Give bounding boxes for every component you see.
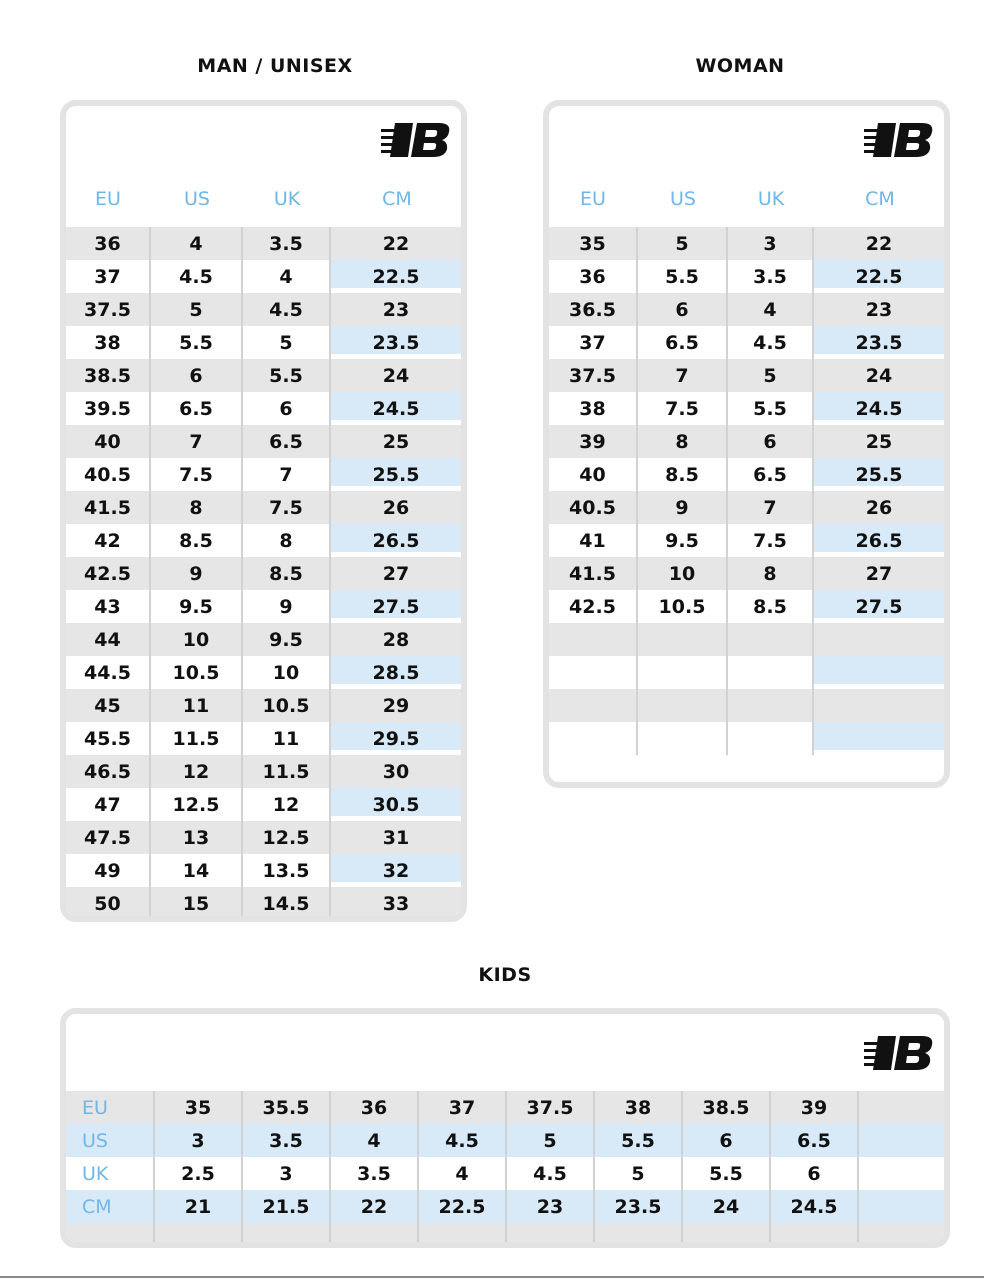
eu-size-cell: 39 [549,425,637,458]
cm-size-cell: 28 [330,623,461,656]
eu-size-cell: 43 [66,590,150,623]
uk-size-cell: 7 [727,491,813,524]
kids-size-cell: 21.5 [242,1190,330,1223]
table-row [549,590,944,623]
cm-size-cell: 30.5 [330,788,461,821]
us-size-cell: 10.5 [637,590,727,623]
kids-size-cell [858,1091,944,1124]
kids-size-cell: 5 [594,1157,682,1190]
eu-size-cell: 38 [549,392,637,425]
man-header-cm: CM [382,188,412,210]
uk-size-cell: 11.5 [242,755,330,788]
new-balance-logo-icon [864,121,936,159]
kids-title: KIDS [478,964,532,986]
kids-size-cell: 23 [506,1190,594,1223]
table-row [549,359,944,392]
table-row [66,260,461,293]
kids-size-cell: 3 [242,1157,330,1190]
cm-size-cell: 25 [330,425,461,458]
uk-size-cell [727,689,813,722]
us-size-cell: 5.5 [150,326,242,359]
uk-size-cell: 8.5 [242,557,330,590]
cm-size-cell: 22.5 [813,260,944,293]
cm-size-cell: 22 [813,227,944,260]
us-size-cell: 10 [637,557,727,590]
uk-size-cell: 5.5 [242,359,330,392]
kids-row-label [66,1223,154,1247]
uk-size-cell: 6 [242,392,330,425]
kids-size-cell: 4.5 [418,1124,506,1157]
us-size-cell: 8.5 [637,458,727,491]
cm-size-cell: 29 [330,689,461,722]
eu-size-cell: 40 [66,425,150,458]
uk-size-cell: 14.5 [242,887,330,920]
cm-size-cell: 25 [813,425,944,458]
eu-size-cell [549,656,637,689]
new-balance-logo-icon [864,1034,936,1072]
eu-size-cell: 44 [66,623,150,656]
kids-size-cell: 5 [506,1124,594,1157]
eu-size-cell: 39.5 [66,392,150,425]
woman-header-us: US [670,188,696,210]
table-row [549,293,944,326]
eu-size-cell: 45 [66,689,150,722]
us-size-cell: 6 [637,293,727,326]
eu-size-cell: 50 [66,887,150,920]
cm-size-cell: 26 [330,491,461,524]
kids-size-cell: 6.5 [770,1124,858,1157]
kids-size-cell: 38.5 [682,1091,770,1124]
cm-size-cell: 24 [813,359,944,392]
kids-size-cell: 2.5 [154,1157,242,1190]
eu-size-cell: 37 [549,326,637,359]
us-size-cell: 5 [637,227,727,260]
woman-header-uk: UK [757,188,785,210]
eu-size-cell: 40.5 [549,491,637,524]
table-row [66,392,461,425]
uk-size-cell: 10.5 [242,689,330,722]
cm-size-cell: 25.5 [330,458,461,491]
table-row [66,821,461,854]
table-row [549,557,944,590]
uk-size-cell: 4.5 [242,293,330,326]
kids-size-cell: 5.5 [682,1157,770,1190]
table-row [66,458,461,491]
table-row [66,1223,944,1247]
us-size-cell: 4.5 [150,260,242,293]
cm-size-cell: 31 [330,821,461,854]
uk-size-cell: 7 [242,458,330,491]
eu-size-cell: 46.5 [66,755,150,788]
new-balance-logo-icon [381,121,453,159]
eu-size-cell: 37.5 [66,293,150,326]
uk-size-cell: 12.5 [242,821,330,854]
us-size-cell: 5.5 [637,260,727,293]
kids-size-cell: 24.5 [770,1190,858,1223]
uk-size-cell [727,656,813,689]
eu-size-cell: 37 [66,260,150,293]
eu-size-cell [549,722,637,755]
table-row [66,326,461,359]
eu-size-cell: 42.5 [66,557,150,590]
eu-size-cell: 37.5 [549,359,637,392]
table-row [66,755,461,788]
page-bottom-divider [0,1276,984,1278]
uk-size-cell: 10 [242,656,330,689]
uk-size-cell: 8 [242,524,330,557]
eu-size-cell: 42.5 [549,590,637,623]
us-size-cell: 6.5 [150,392,242,425]
cm-size-cell: 24.5 [813,392,944,425]
kids-size-cell [242,1223,330,1247]
table-row [66,491,461,524]
table-row [66,689,461,722]
table-row [66,590,461,623]
kids-size-cell: 3 [154,1124,242,1157]
table-row [66,359,461,392]
eu-size-cell: 36.5 [549,293,637,326]
table-row [549,227,944,260]
cm-size-cell: 26 [813,491,944,524]
uk-size-cell: 9.5 [242,623,330,656]
kids-size-cell [770,1223,858,1247]
us-size-cell: 10.5 [150,656,242,689]
table-row [549,491,944,524]
kids-row-label: EU [66,1091,154,1124]
us-size-cell: 5 [150,293,242,326]
table-row [66,227,461,260]
eu-size-cell: 36 [549,260,637,293]
uk-size-cell: 6 [727,425,813,458]
us-size-cell: 11 [150,689,242,722]
cm-size-cell: 23 [330,293,461,326]
kids-size-table [66,1091,944,1247]
kids-size-cell: 22 [330,1190,418,1223]
us-size-cell: 15 [150,887,242,920]
eu-size-cell: 36 [66,227,150,260]
us-size-cell: 6.5 [637,326,727,359]
table-row [66,722,461,755]
uk-size-cell: 3.5 [727,260,813,293]
kids-size-cell: 39 [770,1091,858,1124]
kids-size-cell: 35 [154,1091,242,1124]
eu-size-cell: 47.5 [66,821,150,854]
uk-size-cell: 6.5 [242,425,330,458]
kids-size-cell: 36 [330,1091,418,1124]
cm-size-cell: 25.5 [813,458,944,491]
kids-size-cell [418,1223,506,1247]
table-row [66,887,461,920]
eu-size-cell: 49 [66,854,150,887]
kids-size-cell: 3.5 [330,1157,418,1190]
cm-size-cell: 27.5 [813,590,944,623]
kids-size-cell [682,1223,770,1247]
eu-size-cell: 40 [549,458,637,491]
kids-size-cell: 38 [594,1091,682,1124]
table-row [549,722,944,755]
us-size-cell: 8.5 [150,524,242,557]
cm-size-cell: 22.5 [330,260,461,293]
kids-size-cell [594,1223,682,1247]
table-row [66,854,461,887]
cm-size-cell: 24 [330,359,461,392]
uk-size-cell: 4.5 [727,326,813,359]
table-row [66,1124,944,1157]
cm-size-cell: 28.5 [330,656,461,689]
us-size-cell: 11.5 [150,722,242,755]
cm-size-cell [813,656,944,689]
eu-size-cell [549,689,637,722]
cm-size-cell: 33 [330,887,461,920]
kids-size-chart [60,1008,950,1248]
kids-row-label: UK [66,1157,154,1190]
uk-size-cell: 3 [727,227,813,260]
uk-size-cell: 6.5 [727,458,813,491]
table-row [549,458,944,491]
woman-header-cm: CM [865,188,895,210]
cm-size-cell [813,722,944,755]
man-unisex-title: MAN / UNISEX [197,55,353,77]
eu-size-cell: 42 [66,524,150,557]
eu-size-cell: 44.5 [66,656,150,689]
us-size-cell: 7 [150,425,242,458]
table-row [66,293,461,326]
kids-row-label: US [66,1124,154,1157]
kids-size-cell [858,1157,944,1190]
table-row [549,524,944,557]
us-size-cell: 13 [150,821,242,854]
kids-size-cell: 37 [418,1091,506,1124]
cm-size-cell: 27.5 [330,590,461,623]
uk-size-cell: 7.5 [242,491,330,524]
woman-size-table [549,227,944,755]
uk-size-cell: 4 [242,260,330,293]
uk-size-cell: 5 [242,326,330,359]
woman-size-chart [543,100,950,788]
cm-size-cell: 26.5 [813,524,944,557]
cm-size-cell [813,623,944,656]
uk-size-cell: 5 [727,359,813,392]
table-row [549,623,944,656]
us-size-cell: 14 [150,854,242,887]
uk-size-cell: 3.5 [242,227,330,260]
uk-size-cell [727,722,813,755]
table-row [549,326,944,359]
eu-size-cell: 41.5 [66,491,150,524]
eu-size-cell: 38.5 [66,359,150,392]
kids-size-cell [506,1223,594,1247]
kids-size-cell: 6 [770,1157,858,1190]
table-row [66,524,461,557]
kids-size-cell [330,1223,418,1247]
table-row [66,1091,944,1124]
cm-size-cell: 22 [330,227,461,260]
us-size-cell [637,623,727,656]
cm-size-cell: 23.5 [330,326,461,359]
eu-size-cell: 35 [549,227,637,260]
us-size-cell: 6 [150,359,242,392]
man-header-uk: UK [273,188,301,210]
eu-size-cell: 41 [549,524,637,557]
uk-size-cell: 12 [242,788,330,821]
cm-size-cell [813,689,944,722]
cm-size-cell: 29.5 [330,722,461,755]
table-row [66,1157,944,1190]
us-size-cell: 10 [150,623,242,656]
uk-size-cell: 13.5 [242,854,330,887]
kids-size-cell: 4 [330,1124,418,1157]
kids-size-cell: 6 [682,1124,770,1157]
us-size-cell [637,689,727,722]
us-size-cell: 12 [150,755,242,788]
kids-size-cell: 3.5 [242,1124,330,1157]
uk-size-cell: 11 [242,722,330,755]
table-row [66,557,461,590]
us-size-cell: 7.5 [637,392,727,425]
us-size-cell [637,656,727,689]
table-row [66,656,461,689]
uk-size-cell: 4 [727,293,813,326]
us-size-cell: 8 [150,491,242,524]
cm-size-cell: 26.5 [330,524,461,557]
uk-size-cell: 5.5 [727,392,813,425]
eu-size-cell: 41.5 [549,557,637,590]
table-row [549,656,944,689]
table-row [549,392,944,425]
table-row [66,623,461,656]
uk-size-cell [727,623,813,656]
us-size-cell: 7.5 [150,458,242,491]
kids-size-cell: 21 [154,1190,242,1223]
woman-header-eu: EU [580,188,606,210]
cm-size-cell: 27 [813,557,944,590]
kids-size-cell: 23.5 [594,1190,682,1223]
us-size-cell: 8 [637,425,727,458]
eu-size-cell: 40.5 [66,458,150,491]
us-size-cell: 12.5 [150,788,242,821]
kids-size-cell [858,1190,944,1223]
eu-size-cell: 38 [66,326,150,359]
table-row [66,425,461,458]
kids-size-cell: 4.5 [506,1157,594,1190]
us-size-cell: 9 [637,491,727,524]
eu-size-cell: 47 [66,788,150,821]
woman-title: WOMAN [695,55,785,77]
man-size-table [66,227,461,920]
kids-size-cell [858,1124,944,1157]
man-header-eu: EU [95,188,121,210]
us-size-cell: 4 [150,227,242,260]
kids-size-cell: 37.5 [506,1091,594,1124]
cm-size-cell: 23.5 [813,326,944,359]
us-size-cell [637,722,727,755]
table-row [66,788,461,821]
kids-size-cell: 4 [418,1157,506,1190]
uk-size-cell: 9 [242,590,330,623]
cm-size-cell: 32 [330,854,461,887]
uk-size-cell: 7.5 [727,524,813,557]
us-size-cell: 9 [150,557,242,590]
table-row [549,689,944,722]
kids-size-cell: 5.5 [594,1124,682,1157]
cm-size-cell: 27 [330,557,461,590]
us-size-cell: 7 [637,359,727,392]
table-row [549,260,944,293]
kids-row-label: CM [66,1190,154,1223]
kids-size-cell: 24 [682,1190,770,1223]
man-header-us: US [184,188,210,210]
kids-size-cell [858,1223,944,1247]
table-row [549,425,944,458]
eu-size-cell [549,623,637,656]
cm-size-cell: 24.5 [330,392,461,425]
uk-size-cell: 8 [727,557,813,590]
eu-size-cell: 45.5 [66,722,150,755]
cm-size-cell: 23 [813,293,944,326]
us-size-cell: 9.5 [637,524,727,557]
kids-size-cell: 35.5 [242,1091,330,1124]
kids-size-cell: 22.5 [418,1190,506,1223]
uk-size-cell: 8.5 [727,590,813,623]
kids-size-cell [154,1223,242,1247]
us-size-cell: 9.5 [150,590,242,623]
table-row [66,1190,944,1223]
cm-size-cell: 30 [330,755,461,788]
man-size-chart [60,100,467,922]
